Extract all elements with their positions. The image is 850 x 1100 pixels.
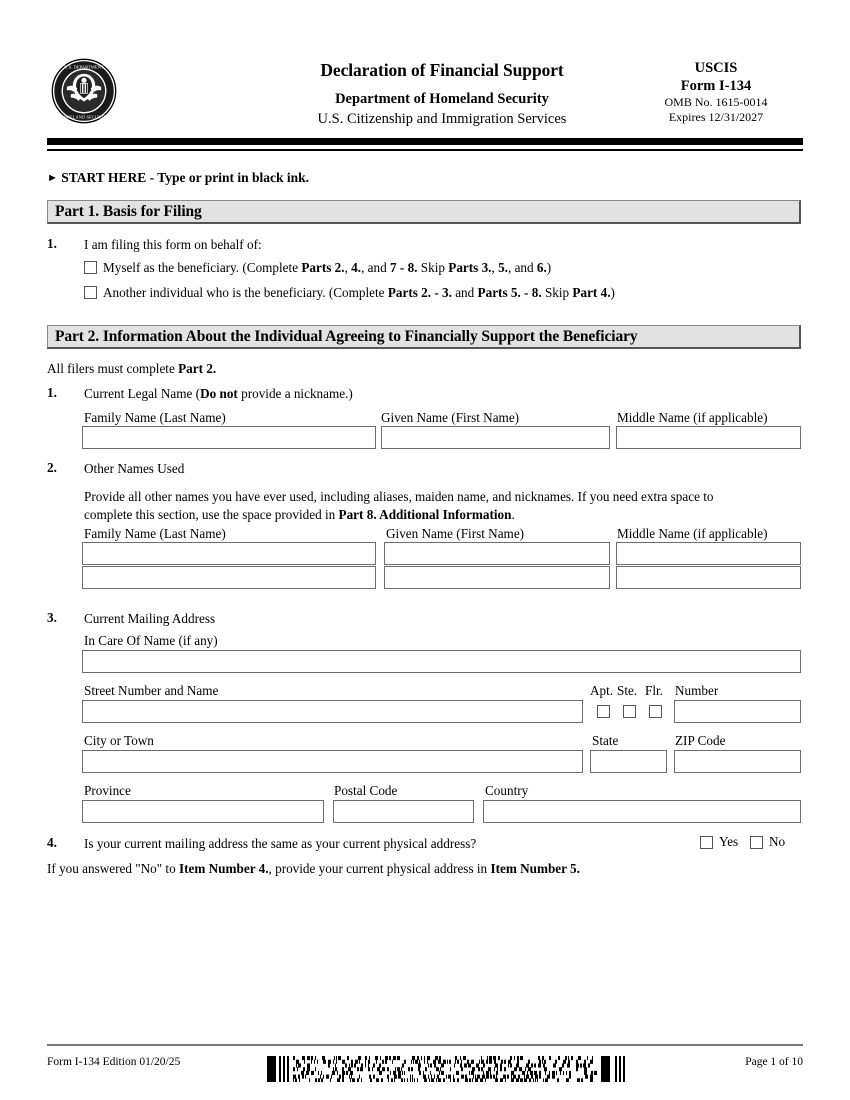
start-here-label: START HERE - Type or print in black ink. bbox=[61, 170, 309, 185]
part-1-heading-label: Part 1. Basis for Filing bbox=[55, 202, 202, 220]
input-in-care-of-name[interactable] bbox=[82, 650, 801, 673]
label-apt: Apt. bbox=[590, 683, 614, 698]
label-unit-number: Number bbox=[675, 683, 719, 698]
form-header bbox=[47, 58, 803, 138]
label-state: State bbox=[592, 733, 619, 748]
part2-item2-instruction: Provide all other names you have ever used, including aliases, maiden name, and nicknames. If you need extra space to complete this section, use the space provided in Part 8. Additional Information. bbox=[84, 489, 714, 522]
checkbox-apt[interactable] bbox=[597, 705, 610, 718]
input-other-family-name-row1[interactable] bbox=[82, 542, 376, 565]
label-yes: Yes bbox=[719, 834, 739, 849]
omb-number: OMB No. 1615-0014 bbox=[664, 95, 768, 110]
footer-page-number: Page 1 of 10 bbox=[745, 1056, 803, 1068]
label-family-name-1: Family Name (Last Name) bbox=[84, 410, 226, 425]
label-given-name-1: Given Name (First Name) bbox=[381, 410, 520, 425]
checkbox-another-individual-beneficiary[interactable] bbox=[84, 286, 97, 299]
agency-full-name: U.S. Citizenship and Immigration Services bbox=[317, 110, 567, 127]
input-postal-code[interactable] bbox=[333, 800, 474, 823]
label-city-or-town: City or Town bbox=[84, 733, 154, 748]
header-thin-rule bbox=[47, 149, 803, 151]
label-province: Province bbox=[84, 783, 131, 798]
input-middle-name-1[interactable] bbox=[616, 426, 801, 449]
checkbox-mailing-same-yes[interactable] bbox=[700, 836, 713, 849]
svg-text:HOMELAND SECURITY: HOMELAND SECURITY bbox=[58, 114, 110, 120]
footer-divider bbox=[47, 1044, 803, 1046]
dhs-seal-icon bbox=[51, 58, 117, 124]
part1-item1-text: I am filing this form on behalf of: bbox=[84, 237, 262, 252]
form-barcode bbox=[267, 1056, 639, 1082]
triangle-right-icon: ► bbox=[47, 172, 58, 184]
header-title-block bbox=[217, 60, 667, 127]
part2-item2-number: 2. bbox=[47, 460, 57, 475]
all-filers-note: All filers must complete Part 2. bbox=[47, 361, 217, 376]
svg-text:U.S. DEPARTMENT: U.S. DEPARTMENT bbox=[64, 64, 104, 70]
part-2-header bbox=[47, 325, 801, 349]
page-title: Declaration of Financial Support bbox=[320, 60, 564, 80]
input-province[interactable] bbox=[82, 800, 324, 823]
part2-item1-label: Current Legal Name (Do not provide a nickname.) bbox=[84, 386, 353, 401]
part2-item3-label: Current Mailing Address bbox=[84, 611, 216, 626]
part2-item4-number: 4. bbox=[47, 835, 57, 850]
input-street-number-and-name[interactable] bbox=[82, 700, 583, 723]
footer-form-edition: Form I-134 Edition 01/20/25 bbox=[47, 1056, 181, 1068]
label-family-name-2: Family Name (Last Name) bbox=[84, 526, 226, 541]
label-given-name-2: Given Name (First Name) bbox=[386, 526, 525, 541]
checkbox-flr[interactable] bbox=[649, 705, 662, 718]
form-number: Form I-134 bbox=[680, 77, 752, 94]
label-in-care-of-name: In Care Of Name (if any) bbox=[84, 633, 218, 648]
input-other-given-name-row1[interactable] bbox=[384, 542, 610, 565]
part1-option-1-label: Myself as the beneficiary. (Complete Parts 2., 4., and 7 - 8. Skip Parts 3., 5., and 6.) bbox=[103, 260, 552, 275]
label-no: No bbox=[769, 834, 786, 849]
input-country[interactable] bbox=[483, 800, 801, 823]
input-state[interactable] bbox=[590, 750, 667, 773]
input-other-given-name-row2[interactable] bbox=[384, 566, 610, 589]
part2-item1-number: 1. bbox=[47, 385, 57, 400]
input-family-name-1[interactable] bbox=[82, 426, 376, 449]
input-zip-code[interactable] bbox=[674, 750, 801, 773]
start-here-instruction bbox=[47, 170, 309, 186]
label-postal-code: Postal Code bbox=[334, 783, 398, 798]
input-given-name-1[interactable] bbox=[381, 426, 610, 449]
part-2-heading-label: Part 2. Information About the Individual Agreeing to Financially Support the Beneficiary bbox=[55, 327, 638, 345]
label-flr: Flr. bbox=[645, 683, 663, 698]
agency-acronym: USCIS bbox=[694, 60, 738, 76]
expiration-date: Expires 12/31/2027 bbox=[668, 110, 764, 124]
part2-item4-question: Is your current mailing address the same as your current physical address? bbox=[84, 836, 477, 851]
form-identity-block bbox=[631, 60, 801, 125]
part-1-header bbox=[47, 200, 801, 224]
input-other-family-name-row2[interactable] bbox=[82, 566, 376, 589]
part1-option-2-label: Another individual who is the beneficiary. (Complete Parts 2. - 3. and Parts 5. - 8. Skip Part 4.) bbox=[103, 285, 615, 300]
label-zip-code: ZIP Code bbox=[675, 733, 726, 748]
part2-item4-note: If you answered "No" to Item Number 4., provide your current physical address in Item Number 5. bbox=[47, 861, 580, 876]
label-middle-name-2: Middle Name (if applicable) bbox=[617, 526, 768, 541]
label-country: Country bbox=[485, 783, 529, 798]
checkbox-ste[interactable] bbox=[623, 705, 636, 718]
input-unit-number[interactable] bbox=[674, 700, 801, 723]
checkbox-mailing-same-no[interactable] bbox=[750, 836, 763, 849]
input-city-or-town[interactable] bbox=[82, 750, 583, 773]
input-other-middle-name-row2[interactable] bbox=[616, 566, 801, 589]
label-street-number-and-name: Street Number and Name bbox=[84, 683, 219, 698]
part2-item3-number: 3. bbox=[47, 610, 57, 625]
part2-item2-label: Other Names Used bbox=[84, 461, 185, 476]
input-other-middle-name-row1[interactable] bbox=[616, 542, 801, 565]
label-middle-name-1: Middle Name (if applicable) bbox=[617, 410, 768, 425]
header-thick-rule bbox=[47, 138, 803, 145]
part1-item1-number: 1. bbox=[47, 236, 57, 251]
label-ste: Ste. bbox=[617, 683, 638, 698]
department-name: Department of Homeland Security bbox=[335, 91, 549, 108]
checkbox-myself-beneficiary[interactable] bbox=[84, 261, 97, 274]
